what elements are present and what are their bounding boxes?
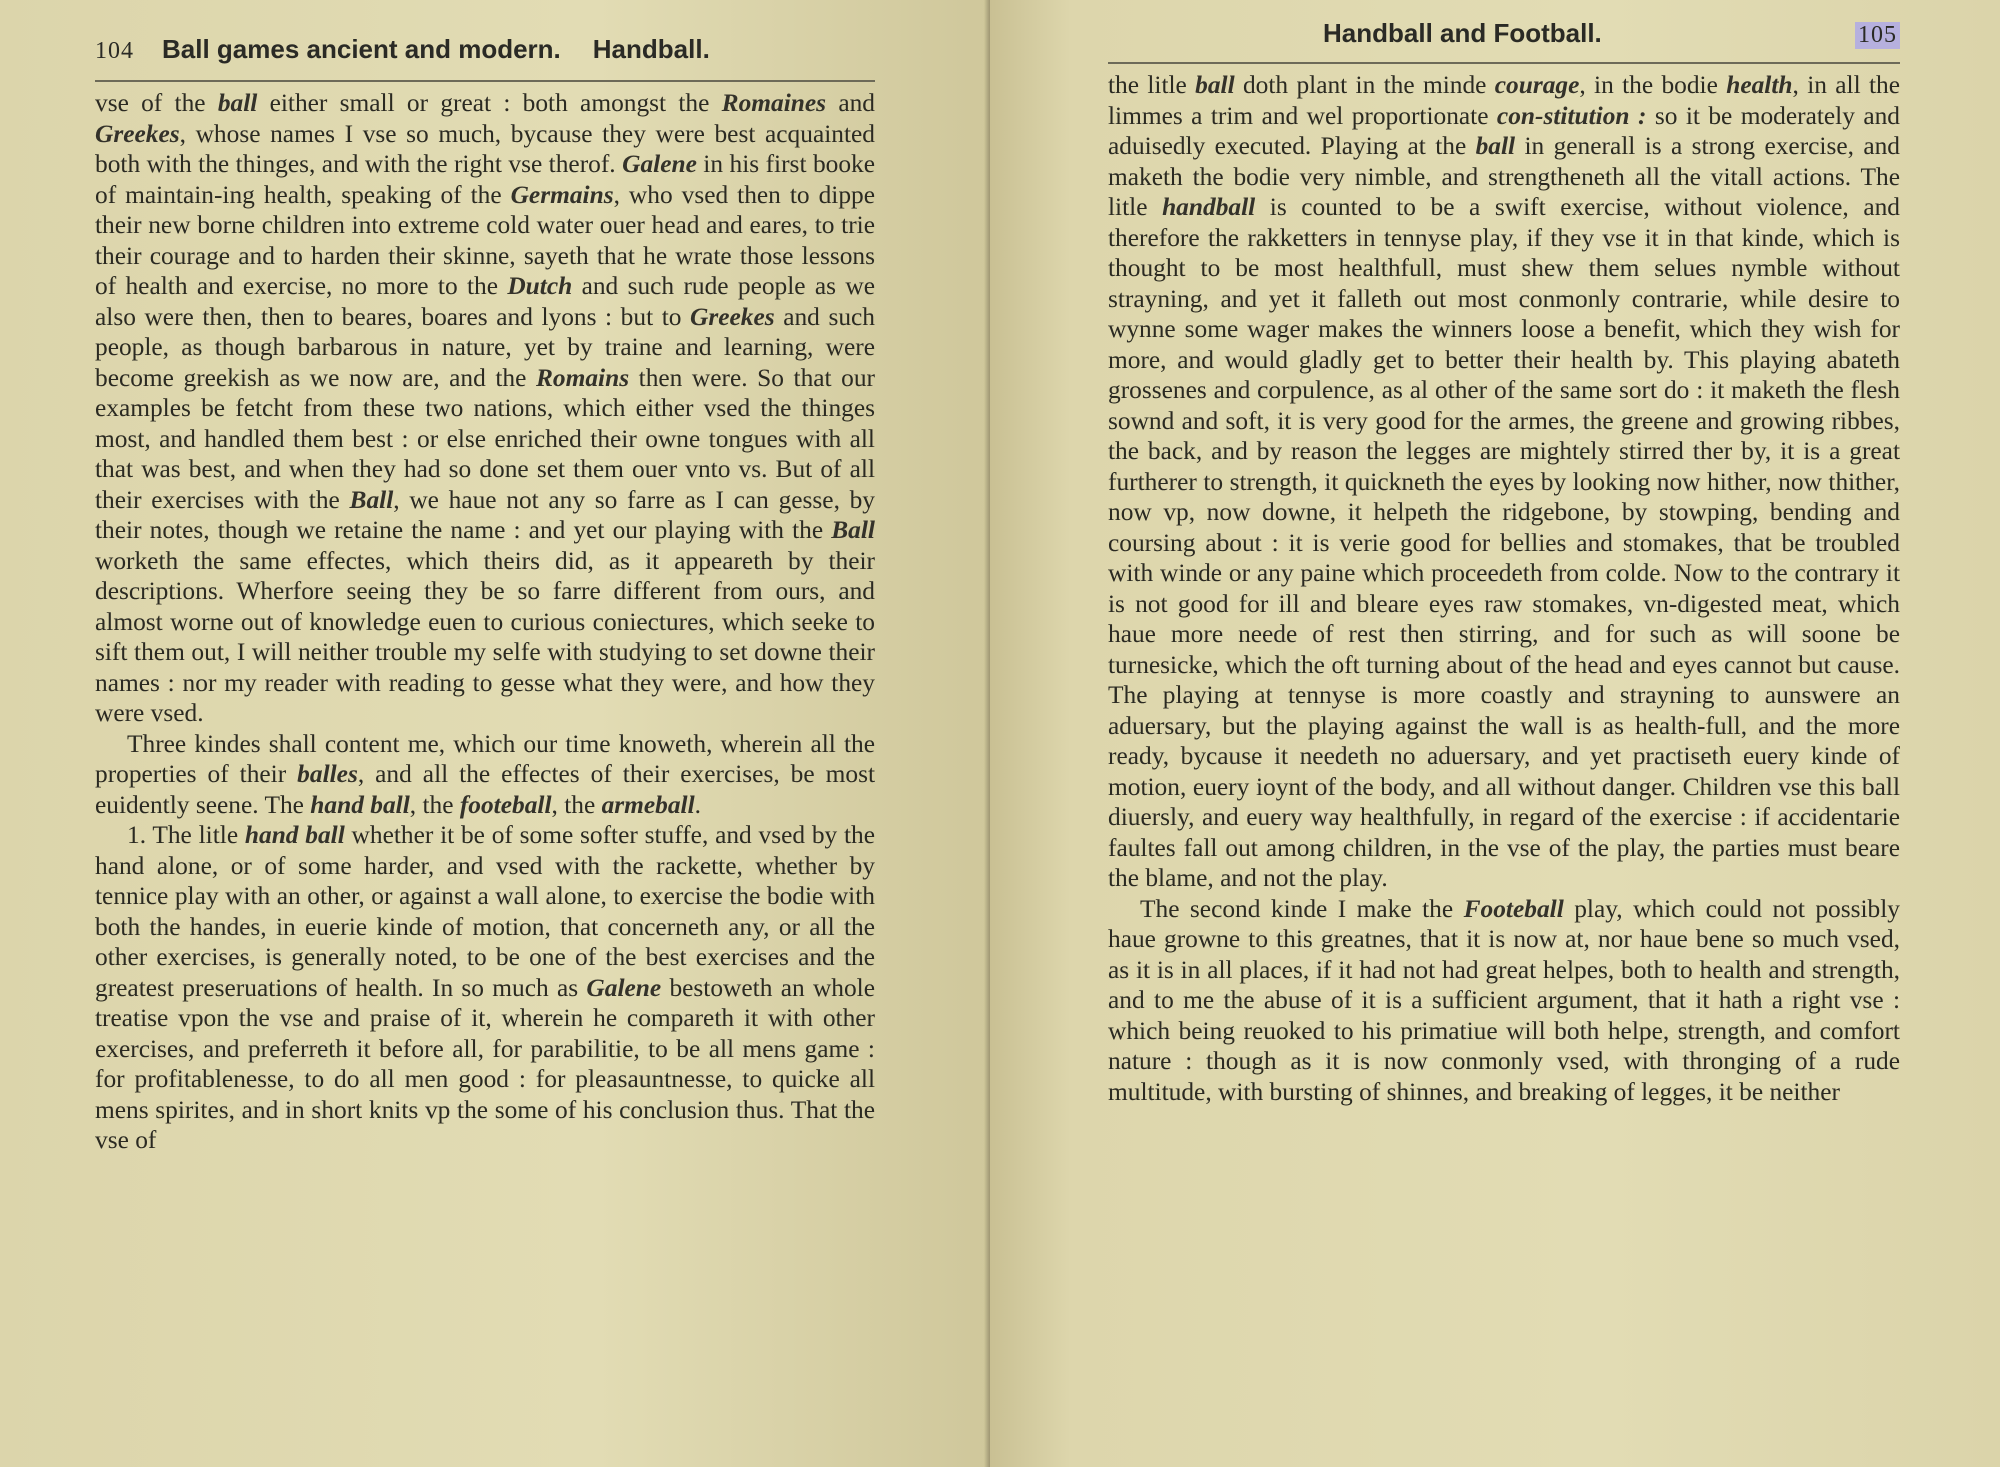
text-run: , and all the effectes of their exercises, be most euidently seene. The (95, 760, 875, 819)
italic-term: balles (297, 760, 358, 788)
text-run: The second kinde I make the (1140, 894, 1464, 923)
right-body-text (1108, 70, 1900, 1107)
italic-term: hand ball (244, 821, 345, 849)
italic-term: Dutch (507, 272, 573, 300)
paragraph (1108, 894, 1900, 1108)
left-body-text (95, 88, 875, 1156)
text-run: , in all the limmes a trim and wel proportionate (1108, 71, 1900, 130)
italic-term: ball (1195, 71, 1235, 99)
text-run: so it be moderately and aduisedly executed. Playing at the (1108, 101, 1900, 160)
text-run: in generall is a strong exercise, and maketh the bodie very nimble, and strengtheneth all the vitall actions. The litle (1108, 132, 1900, 221)
text-run: , who vsed then to dippe their new borne children into extreme cold water ouer head and eares, to trie their courage and to harden their skinne, sayeth that he wrate those lessons of health and exercise, no more to the (95, 180, 875, 300)
right-page-number: 105 (1855, 22, 1900, 49)
text-run: worketh the same effectes, which theirs did, as it appeareth by their descriptions. Wherfore seeing they be so farre different from ours, and almost worne out of knowledge euen to curious coniectures, which seeke to sift them out, I will neither trouble my selfe with studying to set downe their names : nor my reader with reading to gesse what they were, and how they were vsed. (95, 546, 875, 727)
italic-term: Greekes (95, 119, 180, 148)
italic-term: Footeball (1463, 894, 1564, 923)
paragraph (1108, 70, 1900, 894)
paragraph (95, 88, 875, 729)
left-running-header (95, 34, 875, 82)
italic-term: Greekes (690, 302, 775, 331)
italic-term: footeball (459, 790, 552, 819)
text-run: vse of the (95, 89, 218, 117)
text-run: , the (551, 790, 602, 819)
text-run: either small or great : both amongst the (257, 89, 722, 117)
text-run: , we haue not any so farre as I can gesse, by their notes, though we retaine the name : and yet our playing with the (95, 485, 876, 544)
right-header-title: Handball and Football. (1323, 18, 1602, 48)
text-run: play, which could not possibly haue growne to this greatnes, that it is now at, nor haue bene so much vsed, as it is in all places, if it had not had great helpes, both to health and strength, and to me the abuse of it is a sufficient argument, that it hath a right vse : which being reuoked to his primatiue will both helpe, strength, and comfort nature : though as it is now conmonly vsed, with thronging of a rude multitude, with bursting of shinnes, and breaking of legges, it be neither (1108, 894, 1900, 1106)
left-header-section: Handball. (592, 34, 710, 64)
italic-term: Galene (622, 150, 697, 178)
text-run: 1. The litle (127, 821, 245, 849)
italic-term: ball (1475, 132, 1516, 160)
italic-term: armeball (601, 790, 695, 819)
text-run: whether it be of some softer stuffe, and vsed by the hand alone, or of some harder, and vsed with the rackette, whether by tennice play with an other, or against a wall alone, to exercise the bodie with both the handes, in euerie kinde of motion, that concerneth any, or all the other exercises, is generally noted, to be one of the best exercises and the greatest preseruations of health. In so much as (95, 821, 875, 1002)
text-run: Three kindes shall content me, which our time knoweth, wherein all the properties of their (95, 729, 875, 788)
italic-term: ball (217, 89, 258, 117)
italic-term: Galene (586, 973, 662, 1002)
text-run: , in the bodie (1579, 71, 1727, 99)
text-run: is counted to be a swift exercise, without violence, and therefore the rakketters in tennyse play, if they vse it in that kinde, which is thought to be most healthfull, must shew them selues nymble without strayning, and yet it falleth out most conmonly contrarie, while desire to wynne some wager makes the winners loose a benefit, which they wish for more, and would gladly get to better their health by. This playing abateth grossenes and corpulence, as al other of the same sort do : it maketh the flesh sownd and soft, it is very good for the armes, the greene and growing ribbes, the back, and by reason the legges are mightely stirred ther by, it is a great furtherer to strength, it quickneth the eyes by looking now hither, now thither, now vp, now downe, it helpeth the ridgebone, by stowping, bending and coursing about : it is verie good for bellies and stomakes, that be troubled with winde or any paine which proceedeth from colde. Now to the contrary it is not good for ill and bleare eyes raw stomakes, vn-digested meat, which haue more neede of rest then stirring, and for such as will soone be turnesicke, which the oft turning about of the head and eyes cannot but cause. The playing at tennyse is more coastly and strayning to aunswere an aduersary, but the playing against the wall is as health-full, and the more ready, bycause it needeth no aduersary, and yet practiseth euery kinde of motion, euery ioynt of the body, and all without danger. Children vse this ball diuersly, and euery way healthfully, in regard of the exercise : if accidentarie faultes fall out among children, in the vse of the play, the parties must beare the blame, and not the play. (1108, 193, 1900, 892)
text-run: the litle (1108, 71, 1196, 99)
text-run: . (694, 790, 702, 819)
italic-term: Romaines (721, 89, 827, 117)
paragraph (95, 820, 875, 1156)
text-run: bestoweth an whole treatise vpon the vse and praise of it, wherein he compareth it with other exercises, and preferreth it before all, for parabilitie, to be all mens game : for profitablenesse, to do all men good : for pleasauntnesse, to quicke all mens spirites, and in short knits vp the some of his conclusion thus. That the vse of (95, 973, 875, 1154)
text-run: doth plant in the minde (1234, 71, 1495, 99)
italic-term: Ball (831, 516, 875, 544)
text-run: , the (409, 790, 460, 819)
left-page (0, 0, 990, 1467)
right-running-header (1108, 18, 1900, 64)
text-run: and (826, 89, 875, 117)
text-run: and such rude people as we also were then, then to beares, boares and lyons : but to (95, 272, 875, 331)
italic-term: hand ball (310, 790, 410, 819)
italic-term: handball (1162, 193, 1256, 221)
italic-term: courage (1494, 71, 1580, 99)
italic-term: health (1726, 71, 1793, 99)
text-run: in his first booke of maintain-ing health, speaking of the (95, 150, 875, 209)
italic-term: con-stitution : (1496, 101, 1647, 130)
italic-term: Germains (510, 180, 614, 209)
right-page (990, 0, 2000, 1467)
text-run: , whose names I vse so much, bycause they were best acquainted both with the thinges, and with the right vse therof. (95, 119, 875, 178)
left-page-number: 104 (95, 38, 134, 64)
paragraph (95, 729, 875, 821)
text-run: then were. So that our examples be fetcht from these two nations, which either vsed the thinges most, and handled them best : or else enriched their owne tongues with all that was best, and when they had so done set them ouer vnto vs. But of all their exercises with the (95, 363, 875, 514)
text-run: and such people, as though barbarous in nature, yet by traine and learning, were become greekish as we now are, and the (95, 302, 875, 392)
italic-term: Romains (535, 363, 630, 392)
italic-term: Ball (349, 485, 394, 514)
left-header-title: Ball games ancient and modern. (162, 34, 561, 64)
